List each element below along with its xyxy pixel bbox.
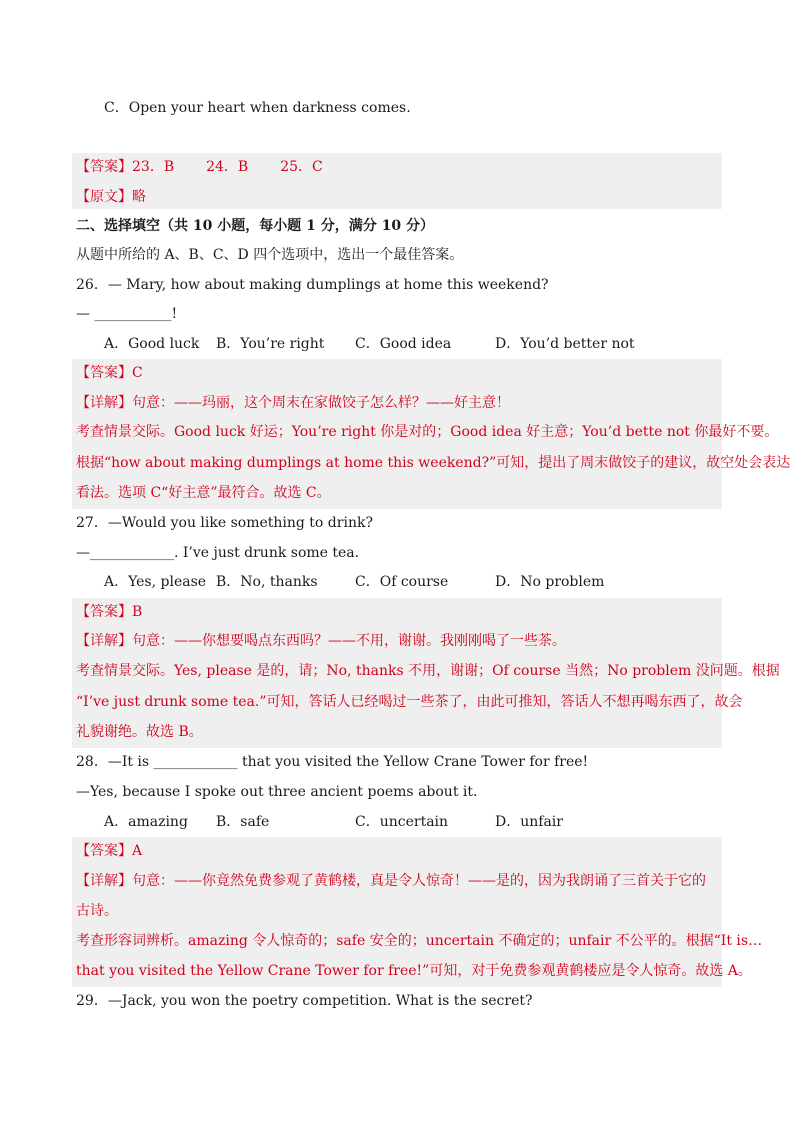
section-heading: 二、选择填空（共 10 小题，每小题 1 分，满分 10 分） xyxy=(76,218,434,234)
q28-option-b: B．safe xyxy=(216,814,270,830)
original-tag: 【原文】 xyxy=(76,189,132,205)
question-number: 26． xyxy=(76,277,108,293)
question-29-line1 xyxy=(76,991,533,1011)
question-26-line1 xyxy=(76,275,549,295)
q28-explain-4: that you visited the Yellow Crane Tower for free!”可知，对于免费参观黄鹤楼应是令人惊奇。故选 A。 xyxy=(76,963,752,979)
question-27-line2: —____________. I’ve just drunk some tea. xyxy=(76,545,360,561)
question-26-line2: — ___________! xyxy=(76,306,178,322)
question-number: 29． xyxy=(76,993,108,1009)
q27-option-c: C．Of course xyxy=(355,574,449,590)
q28-option-c: C．uncertain xyxy=(355,814,449,830)
original-line xyxy=(76,187,146,207)
q26-option-b: B．You’re right xyxy=(216,336,325,352)
q27-explain-3: “I’ve just drunk some tea.”可知，答话人已经喝过一些茶了，由此可推知，答话人不想再喝东西了，故会 xyxy=(76,694,743,710)
question-28-line2: —Yes, because I spoke out three ancient poems about it. xyxy=(76,784,478,800)
question-text: — Mary, how about making dumplings at home this weekend? xyxy=(107,277,549,293)
q28-explain-3: 考查形容词辨析。amazing 令人惊奇的；safe 安全的；uncertain 不确定的；unfair 不公平的。根据“It is… xyxy=(76,933,763,949)
q26-explain-4: 看法。选项 C“好主意”最符合。故选 C。 xyxy=(76,485,331,501)
q26-explain-2: 考查情景交际。Good luck 好运；You’re right 你是对的；Good idea 好主意；You’d bette not 你最好不要。 xyxy=(76,424,779,440)
q27-explain-1: 【详解】句意：——你想要喝点东西吗？——不用，谢谢。我刚刚喝了一些茶。 xyxy=(76,633,566,649)
q27-explain-4: 礼貌谢绝。故选 B。 xyxy=(76,724,203,740)
answer-line-23-25 xyxy=(76,157,323,177)
q26-option-d: D．You’d better not xyxy=(495,336,635,352)
q28-option-d: D．unfair xyxy=(495,814,563,830)
question-text: —Jack, you won the poetry competition. What is the secret? xyxy=(107,993,533,1009)
q27-answer: 【答案】B xyxy=(76,604,143,620)
question-28-line1 xyxy=(76,752,588,772)
section-instruction: 从题中所给的 A、B、C、D 四个选项中，选出一个最佳答案。 xyxy=(76,247,464,263)
q26-option-c: C．Good idea xyxy=(355,336,452,352)
question-text: —Would you like something to drink? xyxy=(107,515,373,531)
q26-option-a: A．Good luck xyxy=(104,336,200,352)
question-text: —It is ____________ that you visited the Yellow Crane Tower for free! xyxy=(107,754,589,770)
answer-24: 24．B xyxy=(206,159,249,175)
answer-tag: 【答案】 xyxy=(76,159,132,175)
q28-explain-2: 古诗。 xyxy=(76,903,118,919)
q27-option-d: D．No problem xyxy=(495,574,605,590)
answer-23: 23．B xyxy=(132,159,175,175)
q26-explain-3: 根据“how about making dumplings at home this weekend?”可知，提出了周末做饺子的建议，故空处会表达 xyxy=(76,455,791,471)
q27-option-a: A．Yes, please xyxy=(104,574,207,590)
question-number: 27． xyxy=(76,515,108,531)
q26-answer: 【答案】C xyxy=(76,365,143,381)
q27-explain-2: 考查情景交际。Yes, please 是的，请；No, thanks 不用，谢谢；Of course 当然；No problem 没问题。根据 xyxy=(76,663,780,679)
q28-option-a: A．amazing xyxy=(104,814,188,830)
q27-option-b: B．No, thanks xyxy=(216,574,318,590)
q28-answer: 【答案】A xyxy=(76,843,143,859)
question-number: 28． xyxy=(76,754,108,770)
original-text: 略 xyxy=(132,189,146,205)
question-27-line1 xyxy=(76,513,373,533)
q28-explain-1: 【详解】句意：——你竟然免费参观了黄鹤楼，真是令人惊奇！——是的，因为我朗诵了三首关于它的 xyxy=(76,873,706,889)
q26-explain-1: 【详解】句意：——玛丽，这个周末在家做饺子怎么样？——好主意！ xyxy=(76,395,510,411)
prev-option-c: C．Open your heart when darkness comes. xyxy=(104,100,411,116)
answer-25: 25．C xyxy=(280,159,323,175)
